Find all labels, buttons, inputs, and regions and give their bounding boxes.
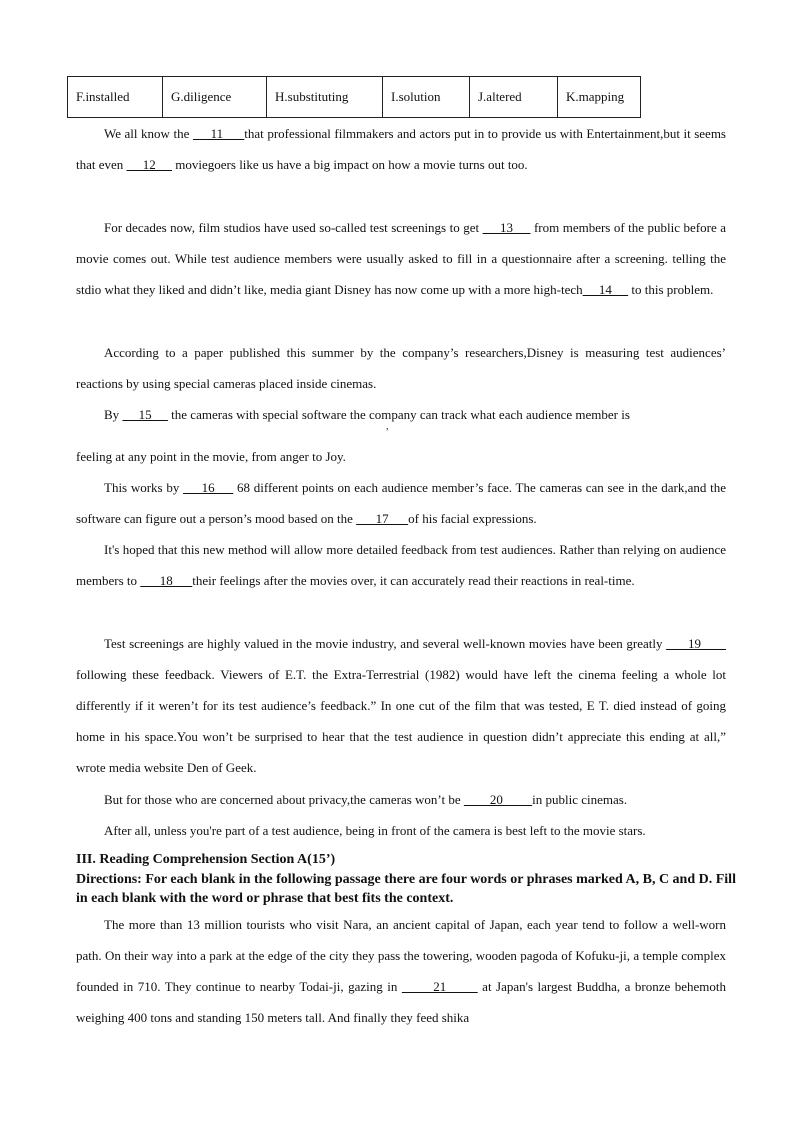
blank-21: 21 — [401, 979, 478, 994]
blank-12: 12 — [126, 157, 173, 172]
paragraph-3: According to a paper published this summer by the company’s researchers,Disney is measuring test audiences’ reactions by using special cameras placed inside cinemas. — [76, 345, 726, 391]
blank-15: 15 — [122, 407, 168, 422]
paragraph-5: This works by 16 68 different points on each audience member’s face. The cameras can see in the dark,and the software can figure out a person’s mood based on the 17 of his facial expressions. — [76, 480, 726, 526]
word-bank-cell: G.diligence — [163, 77, 267, 118]
paragraph-2: For decades now, film studios have used so-called test screenings to get 13 from members of the public before a movie comes out. While test audience members were usually asked to fill in a questionnaire after a screening. telling the stdio what they liked and didn’t like, media giant Disney has now come up with a more high-tech 14 to this problem. — [76, 220, 726, 297]
word-bank-row — [68, 77, 641, 118]
blank-14: 14 — [582, 282, 629, 297]
paragraph-4-line-2: feeling at any point in the movie, from anger to Joy. — [76, 449, 346, 464]
blank-16: 16 — [183, 480, 234, 495]
section-directions: Directions: For each blank in the following passage there are four words or phrases marked A, B, C and D. Fill in each blank with the word or phrase that best fits the context. — [76, 872, 736, 906]
blank-19: 19 — [666, 636, 726, 651]
blank-17: 17 — [356, 511, 409, 526]
paragraph-4-line-1: By 15 the cameras with special software the company can track what each audience member is — [104, 407, 630, 422]
word-bank-table — [67, 76, 641, 118]
blank-18: 18 — [140, 573, 193, 588]
blank-13: 13 — [482, 220, 531, 235]
paragraph-6: It's hoped that this new method will allow more detailed feedback from test audiences. Rather than relying on audience members to 18 their feelings after the movies over, it can accurately read their reactions in real-time. — [76, 542, 726, 588]
word-bank-cell: K.mapping — [558, 77, 641, 118]
paragraph-8: But for those who are concerned about privacy,the cameras won’t be 20 in public cinemas. — [104, 792, 628, 807]
blank-20: 20 — [463, 792, 533, 807]
reading-passage: The more than 13 million tourists who visit Nara, an ancient capital of Japan, each year tend to follow a well-worn path. On their way into a park at the edge of the city they pass the towering, wooden pagoda of Kofuku-ji, a temple complex founded in 710. They continue to nearby Todai-ji, gazing in 21 at Japan's largest Buddha, a bronze behemoth weighing 400 tons and standing 150 meters tall. And finally they feed shika — [76, 917, 727, 1025]
word-bank-cell: J.altered — [470, 77, 558, 118]
word-bank-cell: F.installed — [68, 77, 163, 118]
paragraph-9: After all, unless you're part of a test audience, being in front of the camera is best left to the movie stars. — [104, 823, 646, 838]
paragraph-1: We all know the 11 that professional filmmakers and actors put in to provide us with Entertainment,but it seems that even 12 moviegoers like us have a big impact on how a movie turns out too. — [76, 126, 726, 172]
paragraph-7: Test screenings are highly valued in the movie industry, and several well-known movies have been greatly 19 following these feedback. Viewers of E.T. the Extra-Terrestrial (1982) would have left the cinema feeling a whole lot differently if it weren’t for its test audience’s feedback.” In one cut of the film that was tested, E T. died instead of going home in his space.You won’t be surprised to hear that the test audience in question didn’t appreciate this ending at all,” wrote media website Den of Geek. — [76, 636, 726, 775]
blank-11: 11 — [192, 126, 245, 141]
stray-comma: , — [386, 421, 389, 432]
word-bank-cell: I.solution — [383, 77, 470, 118]
section-title: III. Reading Comprehension Section A(15’) — [76, 852, 336, 867]
word-bank-cell: H.substituting — [267, 77, 383, 118]
